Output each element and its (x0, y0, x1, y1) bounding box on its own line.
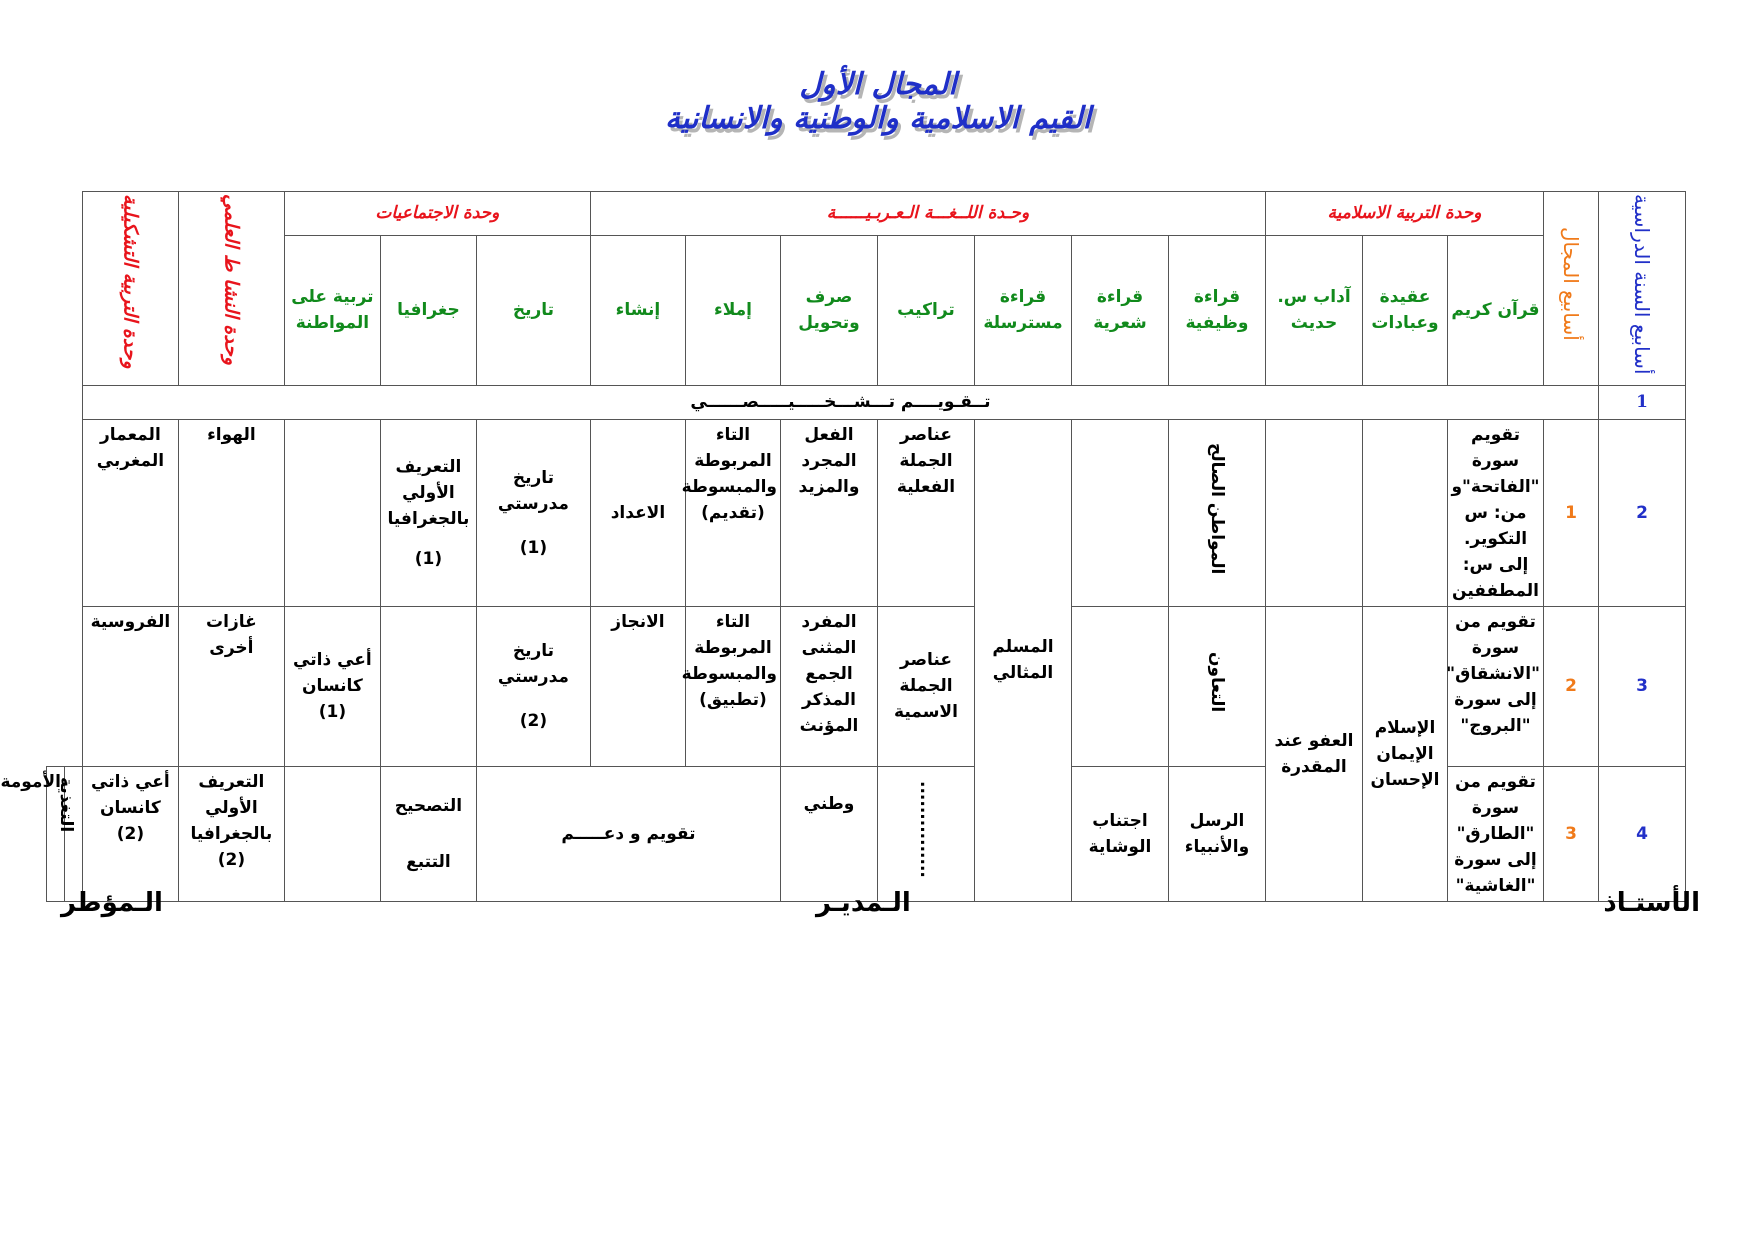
header-unit-islamic: وحدة التربية الاسلامية (1265, 192, 1543, 236)
planning-table (0, 191, 1686, 902)
subject-qiraa-wadhifia: قراءة وظيفية (1168, 235, 1265, 385)
cell-jughrafia-number: (2) (217, 849, 246, 870)
header-unit-social: وحدة الاجتماعيات (284, 192, 590, 236)
cell-jughrafia (380, 606, 476, 766)
cell-inshaa: الاعداد (590, 419, 685, 606)
title-line-2: القيم الاسلامية والوطنية والانسانية (665, 101, 1091, 136)
cell-aqida: الإسلام الإيمان الإحسان (1363, 606, 1448, 901)
subject-qiraa-shiria: قراءة شعرية (1071, 235, 1168, 385)
cell-art: الفروسية (82, 606, 178, 766)
cell-sarf: المفرد المثنى الجمع المذكر المؤنث (780, 606, 877, 766)
subject-adab: آداب س. حديث (1265, 235, 1362, 385)
cell-muwatana-number: (1) (318, 702, 347, 722)
subject-qiraa-mustarsala: قراءة مسترسلة (974, 235, 1071, 385)
subject-muwatana: تربية على المواطنة (284, 235, 380, 385)
cell-jughrafia-text: التعريف الأولي بالجغرافيا (190, 771, 273, 844)
table-row-week-1 (47, 385, 1686, 419)
cell-qiraa-wadhifia: التعاون (1168, 606, 1265, 766)
header-unit-science: وحدة النشا ط العلمي (178, 192, 284, 386)
header-row-subjects (47, 235, 1686, 385)
cell-jughrafia (178, 766, 284, 901)
cell-muwatana-text: أعي ذاتي كانسان (91, 771, 170, 818)
subject-sarf: صرف وتحويل (780, 235, 877, 385)
cell-adab (1265, 419, 1362, 606)
cell-inshaa: الانجاز (590, 606, 685, 766)
cell-inshaa-text-a: التصحيح (394, 795, 463, 816)
cell-jughrafia-number: (1) (414, 548, 443, 569)
cell-adab: العفو عند المقدرة (1265, 606, 1362, 901)
week-number: 4 (1599, 766, 1686, 901)
page-title (1, 68, 1755, 136)
cell-qiraa-wadhifia: ............... (877, 766, 974, 901)
cell-tarikh (476, 419, 590, 606)
subject-inshaa: إنشاء (590, 235, 685, 385)
cell-science: التغذية (64, 766, 82, 901)
cell-muwatana (82, 766, 178, 901)
subject-imlaa: إملاء (685, 235, 780, 385)
cell-muwatana-text: أعي ذاتي كانسان (293, 650, 372, 696)
cell-quran: تقويم من سورة "الانشقاق" إلى سورة "البروج" (1448, 606, 1544, 766)
cell-aqida: الرسل والأنبياء (1168, 766, 1265, 901)
cell-tarikh (284, 766, 380, 901)
subject-quran: قرآن كريم (1448, 235, 1544, 385)
subject-tarikh: تاريخ (476, 235, 590, 385)
cell-muwatana-number: (2) (116, 823, 145, 844)
header-row-units (47, 192, 1686, 236)
cell-qiraa-shiria-text: وطني (803, 793, 855, 814)
cell-qiraa-wadhifia: المواطن الصالح (1168, 419, 1265, 606)
cell-qiraa-shiria (780, 766, 877, 901)
cell-tarikh-number: (2) (519, 711, 548, 731)
cell-tarikh-text: تاريخ مدرستي (497, 467, 569, 514)
cell-quran: تقويم سورة "الفاتحة"و من: س التكوير. إلى س: المطففين (1448, 419, 1544, 606)
cell-tarikh-number: (1) (519, 537, 548, 558)
cell-tarakib: عناصر الجملة الاسمية (877, 606, 974, 766)
table-row-week-2 (47, 419, 1686, 606)
cell-adab: اجتناب الوشاية (1071, 766, 1168, 901)
cell-quran: تقويم من سورة "الطارق" إلى سورة "الغاشية" (1448, 766, 1544, 901)
week-number: 1 (1599, 385, 1686, 419)
subject-tarakib: تراكيب (877, 235, 974, 385)
cell-art: الأمومة (47, 766, 65, 901)
cell-qiraa-mustarsala: المسلم المثالي (974, 419, 1071, 901)
cell-qiraa-shiria (1071, 606, 1168, 766)
cell-muwatana (284, 606, 380, 766)
week-number: 2 (1599, 419, 1686, 606)
table-row-week-3 (47, 606, 1686, 766)
subject-jughrafia: جغرافيا (380, 235, 476, 385)
title-line-1: المجال الأول (799, 67, 957, 102)
diagnostic-evaluation: تــقـويــــم تـــشـــخـــــيـــــصــــــي (82, 385, 1598, 419)
cell-jughrafia (380, 419, 476, 606)
week-number: 3 (1599, 606, 1686, 766)
footer-supervisor: الـمؤطر (61, 888, 163, 918)
cell-imlaa: التاء المربوطة والمبسوطة (تطبيق) (685, 606, 780, 766)
cell-sarf: الفعل المجرد والمزيد (780, 419, 877, 606)
header-unit-art: وحدة التربية التشكيلية (82, 192, 178, 386)
cell-muwatana (284, 419, 380, 606)
cell-imlaa: التاء المربوطة والمبسوطة (تقديم) (685, 419, 780, 606)
cell-tarakib: عناصر الجملة الفعلية (877, 419, 974, 606)
header-weeks-domain: أسابيع المجال (1544, 192, 1599, 386)
footer-director: الـمديـر (816, 888, 911, 918)
domain-week-number: 3 (1544, 766, 1599, 901)
cell-science: غازات أخرى (178, 606, 284, 766)
cell-tarikh-text: تاريخ مدرستي (497, 641, 569, 687)
cell-jughrafia-text: التعريف الأولي بالجغرافيا (387, 456, 470, 529)
cell-inshaa (380, 766, 476, 901)
cell-qiraa-shiria (1071, 419, 1168, 606)
cell-inshaa-text-b: التتبع (406, 851, 451, 872)
header-weeks-year: أسابيع السنة الدراسية (1599, 192, 1686, 386)
cell-aqida (1363, 419, 1448, 606)
cell-science: الهواء (178, 419, 284, 606)
domain-week-number: 2 (1544, 606, 1599, 766)
cell-review: تقويم و دعـــــم (476, 766, 780, 901)
subject-aqida: عقيدة وعبادات (1363, 235, 1448, 385)
cell-tarikh (476, 606, 590, 766)
cell-art: المعمار المغربي (82, 419, 178, 606)
domain-week-number: 1 (1544, 419, 1599, 606)
header-unit-arabic: وحـدة اللــغـــة الـعـربـيــــــة (590, 192, 1265, 236)
footer-teacher: الأستـاذ (1603, 888, 1700, 918)
